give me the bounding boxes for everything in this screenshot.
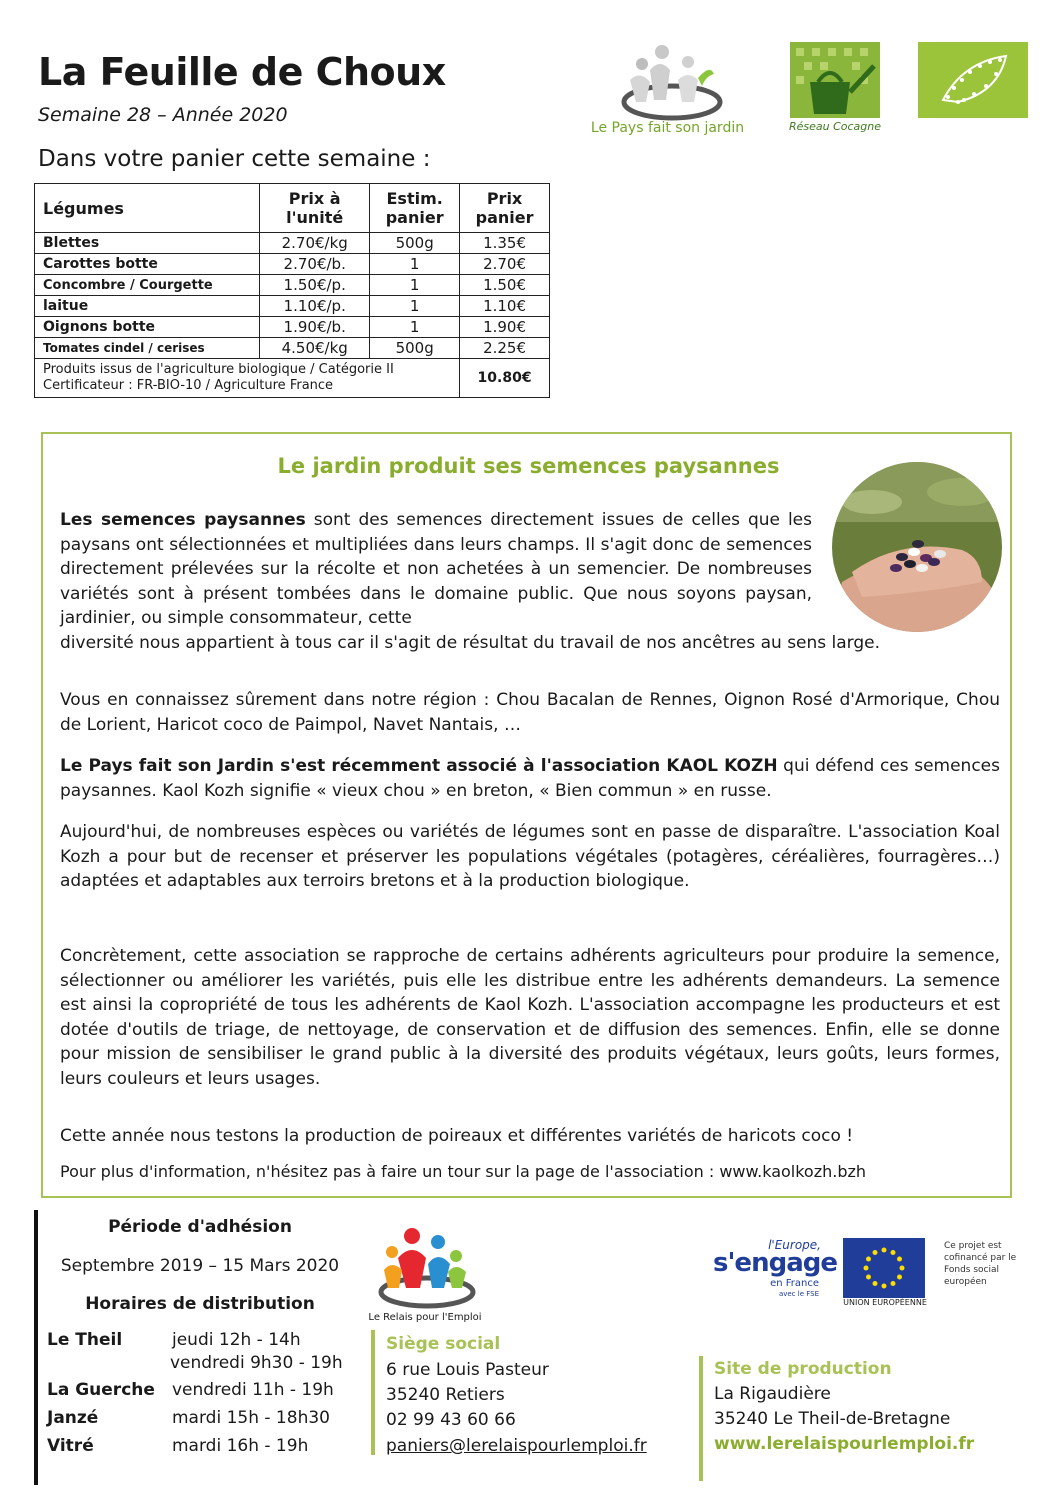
production-site-title: Site de production xyxy=(714,1359,892,1379)
basket-table xyxy=(34,183,550,398)
vegetable-name: Blettes xyxy=(35,233,260,254)
europe-logo-line-2: s'engage xyxy=(713,1248,837,1278)
fse-cofinancing-note: Ce projet est cofinancé par le Fonds social européen xyxy=(944,1241,1017,1287)
schedule-place: Janzé xyxy=(47,1408,99,1428)
site-divider xyxy=(699,1356,703,1481)
paragraph-association xyxy=(60,754,1000,803)
schedule-time: vendredi 9h30 - 19h xyxy=(170,1353,343,1373)
europe-logo-line-3: en France xyxy=(770,1278,819,1289)
schedule-place: La Guerche xyxy=(47,1380,155,1400)
association-text: qui défend ces semences paysannes. Kaol Kozh signifie « vieux chou » en breton, « Bien commun » en russe. xyxy=(60,756,1000,801)
eu-label: UNION EUROPÉENNE xyxy=(843,1298,927,1307)
certification-line-1: Produits issus de l'agriculture biologique / Catégorie II xyxy=(43,362,394,377)
paragraph-intro-wrapped xyxy=(60,508,812,631)
relais-logo-text: Le Relais pour l'Emploi xyxy=(368,1312,482,1323)
unit-price: 4.50€/kg xyxy=(260,338,370,359)
unit-price: 2.70€/kg xyxy=(260,233,370,254)
basket-price: 1.50€ xyxy=(460,275,550,296)
estimate: 1 xyxy=(370,296,460,317)
vegetable-name: Carottes botte xyxy=(35,254,260,275)
table-row xyxy=(35,233,550,254)
head-office-title: Siège social xyxy=(386,1334,501,1354)
col-header-estimate: Estim. panier xyxy=(370,184,460,233)
estimate: 1 xyxy=(370,275,460,296)
basket-price: 2.25€ xyxy=(460,338,550,359)
head-office-city: 35240 Retiers xyxy=(386,1385,505,1405)
membership-period-title: Période d'adhésion xyxy=(108,1217,292,1237)
table-footer-row xyxy=(35,359,550,398)
table-header-row xyxy=(35,184,550,233)
unit-price: 1.90€/b. xyxy=(260,317,370,338)
table-row xyxy=(35,275,550,296)
eu-organic-leaf-logo xyxy=(918,42,1028,118)
footer-divider xyxy=(34,1210,38,1485)
schedule-time: mardi 16h - 19h xyxy=(172,1436,309,1456)
distribution-hours-title: Horaires de distribution xyxy=(85,1294,315,1314)
unit-price: 2.70€/b. xyxy=(260,254,370,275)
vegetable-name: Tomates cindel / cerises xyxy=(35,338,260,359)
estimate: 1 xyxy=(370,317,460,338)
cocagne-logo-text: Réseau Cocagne xyxy=(788,120,882,133)
europe-engage-logo xyxy=(705,1238,837,1298)
paragraph-this-year: Cette année nous testons la production de poireaux et différentes variétés de haricots coco ! xyxy=(60,1126,854,1146)
pays-logo-text: Le Pays fait son jardin xyxy=(590,120,745,136)
vegetable-name: Oignons botte xyxy=(35,317,260,338)
reseau-cocagne-logo xyxy=(790,42,880,118)
basket-price: 2.70€ xyxy=(460,254,550,275)
paragraph-concretely: Concrètement, cette association se rapproche de certains adhérents agriculteurs pour produire la semence, sélectionner ou améliorer les variétés, puis elle les distribue entre les adhérents demandeurs. La semence est ainsi la copropriété de tous les adhérents de Kaol Kozh. L'association accompagne les producteurs et est dotée d'outils de triage, de nettoyage, de conservation et de diffusion des semences. Enfin, elle se donne pour mission de sensibiliser le grand public à la diversité des produits végétaux, leurs goûts, leurs formes, leurs couleurs et leurs usages. xyxy=(60,946,1000,1089)
head-office-phone: 02 99 43 60 66 xyxy=(386,1410,516,1430)
schedule-place: Le Theil xyxy=(47,1330,123,1350)
unit-price: 1.10€/p. xyxy=(260,296,370,317)
estimate: 1 xyxy=(370,254,460,275)
production-site-city: 35240 Le Theil-de-Bretagne xyxy=(714,1409,951,1429)
association-bold: Le Pays fait son Jardin s'est récemment associé à l'association KAOL KOZH xyxy=(60,756,778,776)
eu-flag-icon xyxy=(843,1238,925,1298)
head-office-street: 6 rue Louis Pasteur xyxy=(386,1360,549,1380)
paragraph-disappearing: Aujourd'hui, de nombreuses espèces ou variétés de légumes sont en passe de disparaître. L'association Koal Kozh a pour but de recenser et préserver les populations végétales (potagères, céréalières, fourragères…) adaptées et adaptables aux terroirs bretons et à la production biologique. xyxy=(60,822,1000,891)
europe-logo-line-1: l'Europe, xyxy=(768,1238,821,1252)
intro-text-end: diversité nous appartient à tous car il s'agit de résultat du travail de nos ancêtres au sens large. xyxy=(60,632,881,653)
website-link[interactable]: www.lerelaispourlemploi.fr xyxy=(714,1434,975,1454)
basket-price: 1.35€ xyxy=(460,233,550,254)
col-header-basket-price: Prix panier xyxy=(460,184,550,233)
paragraph-regions: Vous en connaissez sûrement dans notre région : Chou Bacalan de Rennes, Oignon Rosé d'Armorique, Chou de Lorient, Haricot coco de Paimpol, Navet Nantais, … xyxy=(60,690,1000,735)
estimate: 500g xyxy=(370,233,460,254)
estimate: 500g xyxy=(370,338,460,359)
schedule-time: jeudi 12h - 14h xyxy=(172,1330,301,1350)
table-row xyxy=(35,296,550,317)
paragraph-more-info: Pour plus d'information, n'hésitez pas à faire un tour sur la page de l'association : www.kaolkozh.bzh xyxy=(60,1162,867,1181)
unit-price: 1.50€/p. xyxy=(260,275,370,296)
newsletter-title: La Feuille de Choux xyxy=(38,50,446,94)
schedule-time: vendredi 11h - 19h xyxy=(172,1380,334,1400)
table-row xyxy=(35,317,550,338)
membership-period-dates: Septembre 2019 – 15 Mars 2020 xyxy=(60,1256,340,1276)
intro-text: sont des semences directement issues de celles que les paysans ont sélectionnées et multipliées dans leurs champs. Il s'agit donc de semences directement prélevées sur la récolte et non achetées à un semencier. De nombreuses variétés sont à présent tombées dans le domaine public. Que nous soyons paysan, jardinier, ou simple consommateur, cette xyxy=(60,510,813,628)
europe-logo-line-4: avec le FSE xyxy=(778,1290,819,1298)
article-title: Le jardin produit ses semences paysannes xyxy=(277,454,780,478)
intro-bold: Les semences paysannes xyxy=(60,510,306,530)
vegetable-name: Concombre / Courgette xyxy=(35,275,260,296)
siege-divider xyxy=(371,1330,375,1455)
basket-price: 1.90€ xyxy=(460,317,550,338)
table-row xyxy=(35,338,550,359)
certification-line-2: Certificateur : FR-BIO-10 / Agriculture France xyxy=(43,378,334,393)
week-subtitle: Semaine 28 – Année 2020 xyxy=(38,104,288,126)
schedule-place: Vitré xyxy=(47,1436,94,1456)
basket-heading: Dans votre panier cette semaine : xyxy=(38,146,431,172)
production-site-name: La Rigaudière xyxy=(714,1384,831,1404)
head-office-email-link[interactable]: paniers@lerelaispourlemploi.fr xyxy=(386,1436,647,1456)
basket-total: 10.80€ xyxy=(460,359,550,398)
vegetable-name: laitue xyxy=(35,296,260,317)
basket-price: 1.10€ xyxy=(460,296,550,317)
table-row xyxy=(35,254,550,275)
col-header-unit-price: Prix à l'unité xyxy=(260,184,370,233)
article-box xyxy=(41,432,1012,1198)
paragraph-intro xyxy=(60,508,1000,655)
col-header-vegetable: Légumes xyxy=(35,184,260,233)
certification-note xyxy=(35,359,460,398)
schedule-time: mardi 15h - 18h30 xyxy=(172,1408,330,1428)
